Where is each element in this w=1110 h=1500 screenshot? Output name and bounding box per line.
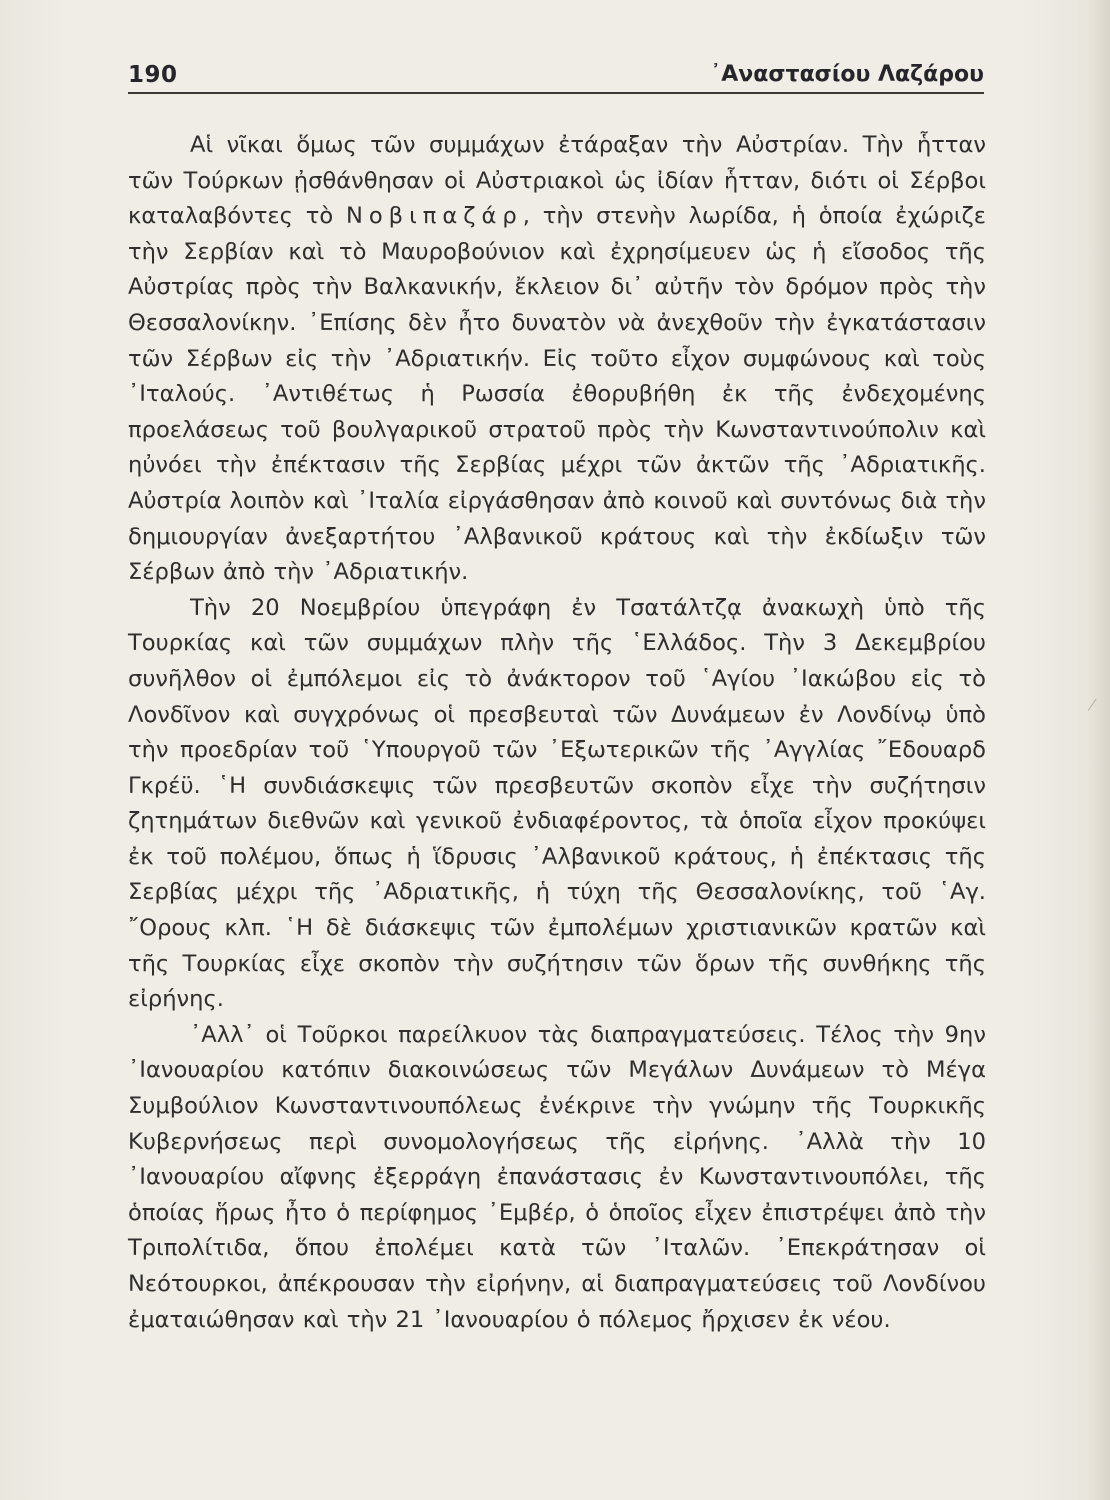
page-number: 190 — [128, 62, 178, 88]
paragraph-2: Τὴν 20 Νοεμβρίου ὑπεγράφη ἐν Τσατάλτζᾳ ἀνακωχὴ ὑπὸ τῆς Τουρκίας καὶ τῶν συμμάχων πλὴν τῆς ῾Ελλάδος. Τὴν 3 Δεκεμβρίου συνῆλθον οἱ ἐμπόλεμοι εἰς τὸ ἀνάκτορον τοῦ ῾Αγίου ᾿Ιακώβου εἰς τὸ Λονδῖνον καὶ συγχρόνως οἱ πρεσβευταὶ τῶν Δυνάμεων ἐν Λονδίνῳ ὑπὸ τὴν προεδρίαν τοῦ ῾Υπουργοῦ τῶν ᾿Εξωτερικῶν τῆς ᾿Αγγλίας ῎Εδουαρδ Γκρέϋ. ῾Η συνδιάσκεψις τῶν πρεσβευτῶν σκοπὸν εἶχε τὴν συζήτησιν ζητημάτων διεθνῶν καὶ γενικοῦ ἐνδιαφέροντος, τὰ ὁποῖα εἶχον προκύψει ἐκ τοῦ πολέμου, ὅπως ἡ ἵδρυσις ᾿Αλβανικοῦ κράτους, ἡ ἐπέκτασις τῆς Σερβίας μέχρι τῆς ᾿Αδριατικῆς, ἡ τύχη τῆς Θεσσαλονίκης, τοῦ ῾Αγ. ῎Ορους κλπ. ῾Η δὲ διάσκεψις τῶν ἐμπολέμων χριστιανικῶν κρατῶν καὶ τῆς Τουρκίας εἶχε σκοπὸν τὴν συζήτησιν τῶν ὅρων τῆς συνθήκης τῆς εἰρήνης. — [128, 594, 986, 1013]
header-rule — [128, 92, 984, 94]
page-header — [128, 62, 984, 96]
body-text — [128, 128, 986, 1338]
paragraph-1-part-b: , τὴν στενὴν λωρίδα, ἡ ὁποία ἐχώριζε τὴν Σερβίαν καὶ τὸ Μαυροβούνιον καὶ ἐχρησίμευεν ὡς ἡ εἴσοδος τῆς Αὐστρίας πρὸς τὴν Βαλκανικήν, ἔκλειον δι᾿ αὐτῆν τὸν δρόμον πρὸς τὴν Θεσσαλονίκην. ᾿Επίσης δὲν ἦτο δυνατὸν νὰ ἀνεχθοῦν τὴν ἐγκατάστασιν τῶν Σέρβων εἰς τὴν ᾿Αδριατικήν. Εἰς τοῦτο εἶχον συμφώνους καὶ τοὺς ᾿Ιταλούς. ᾿Αντιθέτως ἡ Ρωσσία ἐθορυβήθη ἐκ τῆς ἐνδεχομένης προελάσεως τοῦ βουλγαρικοῦ στρατοῦ πρὸς τὴν Κωνσταντινούπολιν καὶ ηὐνόει τὴν ἐπέκτασιν τῆς Σερβίας μέχρι τῶν ἀκτῶν τῆς ᾿Αδριατικῆς. Αὐστρία λοιπὸν καὶ ᾿Ιταλία εἰργάσθησαν ἀπὸ κοινοῦ καὶ συντόνως διὰ τὴν δημιουργίαν ἀνεξαρτήτου ᾿Αλβανικοῦ κράτους καὶ τὴν ἐκδίωξιν τῶν Σέρβων ἀπὸ τὴν ᾿Αδριατικήν. — [128, 203, 986, 586]
page-edge-shadow — [1088, 0, 1110, 1500]
paragraph-1-spaced-name: Νοβιπαζάρ — [345, 203, 523, 230]
paragraph-1 — [128, 128, 986, 591]
paragraph-1-part-a: Αἱ νῖκαι ὅμως τῶν συμμάχων ἐτάραξαν τὴν Αὐστρίαν. Τὴν ἧτταν τῶν Τούρκων ᾐσθάνθησαν οἱ Αὐστριακοὶ ὡς ἰδίαν ἧτταν, διότι οἱ Σέρβοι καταλαβόντες τὸ — [128, 132, 986, 230]
paragraph-3: ᾿Αλλ᾿ οἱ Τοῦρκοι παρείλκυον τὰς διαπραγματεύσεις. Τέλος τὴν 9ην ᾿Ιανουαρίου κατόπιν διακοινώσεως τῶν Μεγάλων Δυνάμεων τὸ Μέγα Συμβούλιον Κωνσταντινουπόλεως ἐνέκρινε τὴν γνώμην τῆς Τουρκικῆς Κυβερνήσεως περὶ συνομολογήσεως τῆς εἰρήνης. ᾿Αλλὰ τὴν 10 ᾿Ιανουαρίου αἴφνης ἐξερράγη ἐπανάστασις ἐν Κωνσταντινουπόλει, τῆς ὁποίας ἥρως ἦτο ὁ περίφημος ᾿Εμβέρ, ὁ ὁποῖος εἶχεν ἐπιστρέψει ἀπὸ τὴν Τριπολίτιδα, ὅπου ἐπολέμει κατὰ τῶν ᾿Ιταλῶν. ᾿Επεκράτησαν οἱ Νεότουρκοι, ἀπέκρουσαν τὴν εἰρήνην, αἱ διαπραγματεύσεις τοῦ Λονδίνου ἐματαιώθησαν καὶ τὴν 21 ᾿Ιανουαρίου ὁ πόλεμος ἤρχισεν ἐκ νέου. — [128, 1021, 986, 1333]
running-head-author: ᾿Αναστασίου Λαζάρου — [710, 62, 984, 87]
